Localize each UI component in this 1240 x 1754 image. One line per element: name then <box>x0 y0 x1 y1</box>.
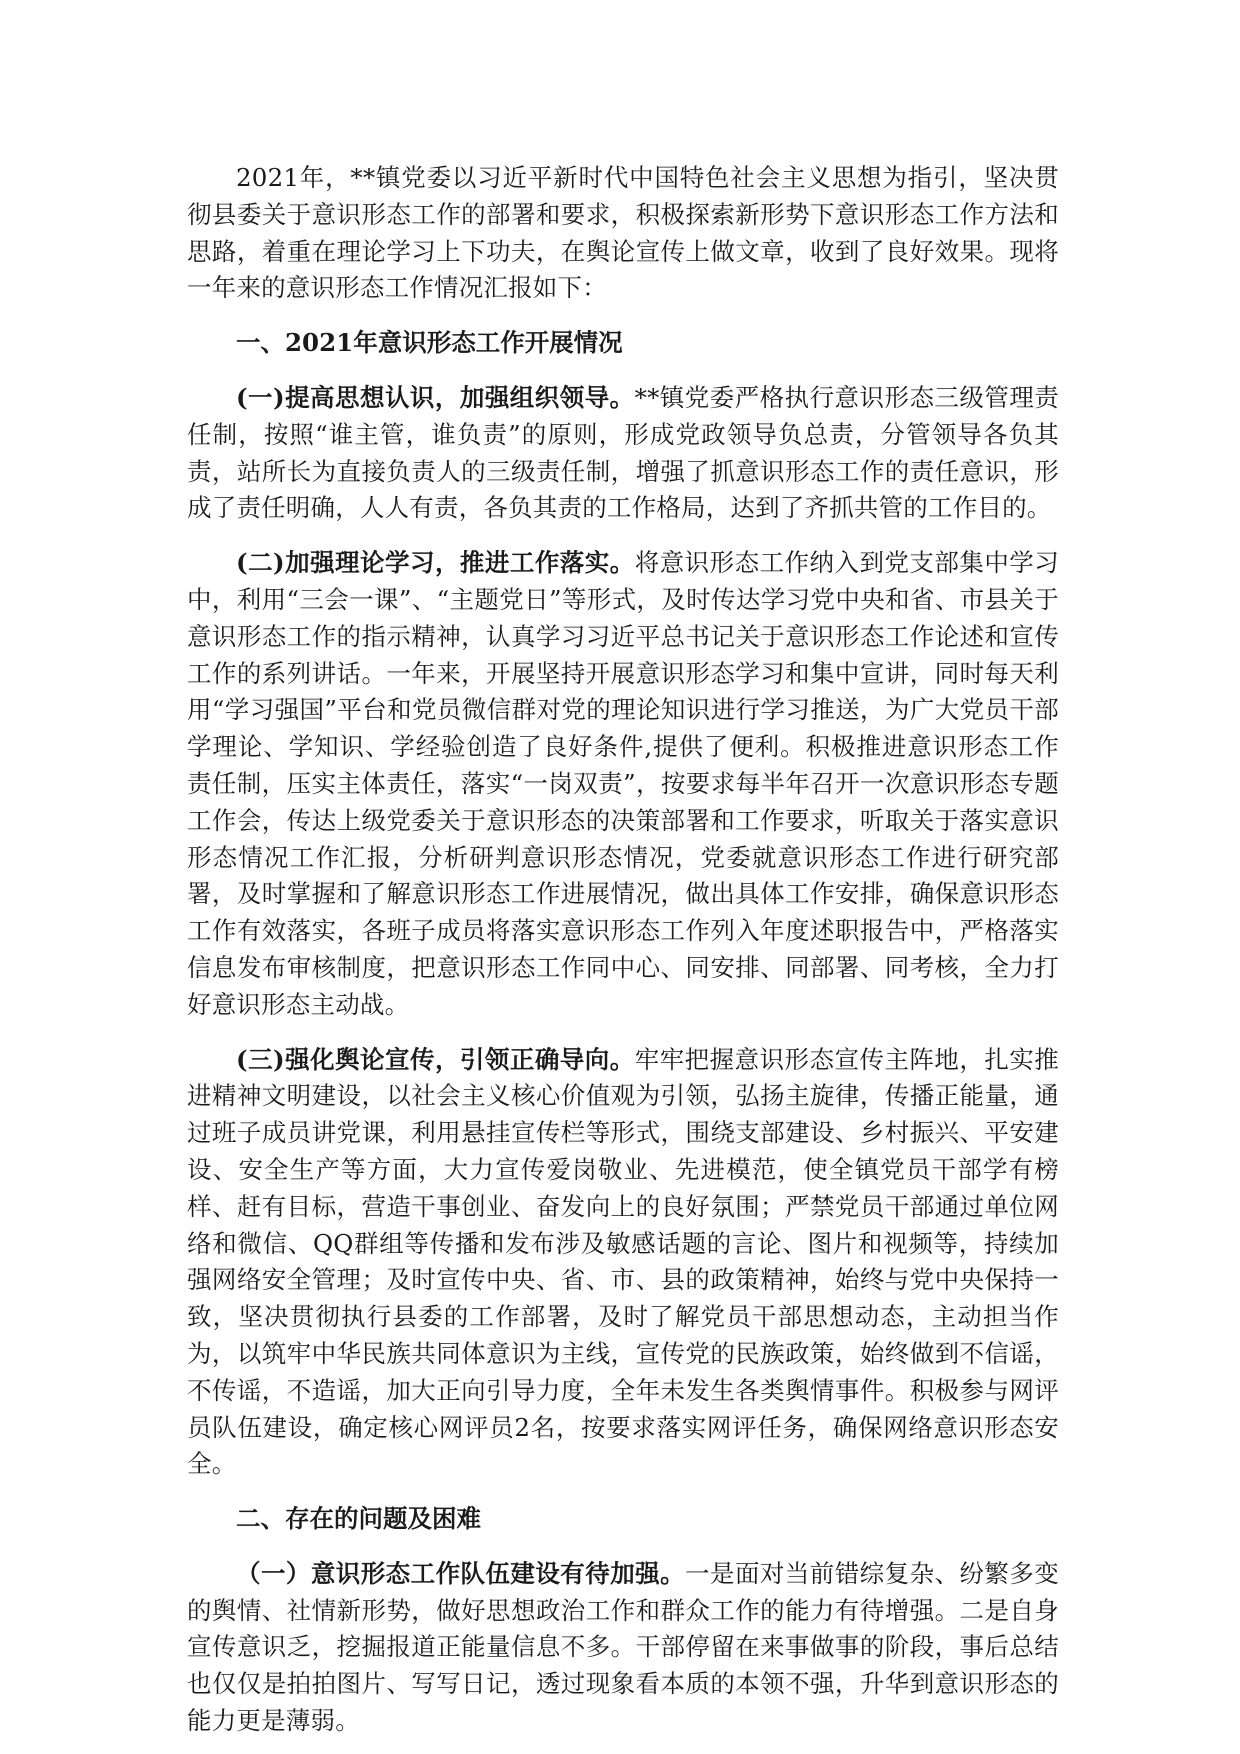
section2-heading: 二、存在的问题及困难 <box>236 1504 481 1534</box>
section1-item1-lead: (一)提高思想认识，加强组织领导。 <box>236 382 635 412</box>
section2-item1-lead: （一）意识形态工作队伍建设有待加强。 <box>236 1558 686 1588</box>
section1-item1-body: **镇党委严格执行意识形态三级管理责任制，按照“谁主管，谁负责”的原则，形成党政领导负总责，分管领导各负其责，站所长为直接负责人的三级责任制，增强了抓意识形态工作的责任意识，形成了责任明确，人人有责，各负其责的工作格局，达到了齐抓共管的工作目的。 <box>187 382 1059 523</box>
section1-item3-body: 牢牢把握意识形态宣传主阵地，扎实推进精神文明建设，以社会主义核心价值观为引领，弘扬主旋律，传播正能量，通过班子成员讲党课，利用悬挂宣传栏等形式，围绕支部建设、乡村振兴、平安建设、安全生产等方面，大力宣传爱岗敬业、先进模范，使全镇党员干部学有榜样、赶有目标，营造干事创业、奋发向上的良好氛围；严禁党员干部通过单位网络和微信、QQ群组等传播和发布涉及敏感话题的言论、图片和视频等，持续加强网络安全管理；及时宣传中央、省、市、县的政策精神，始终与党中央保持一致，坚决贯彻执行县委的工作部署，及时了解党员干部思想动态，主动担当作为，以筑牢中华民族共同体意识为主线，宣传党的民族政策，始终做到不信谣，不传谣，不造谣，加大正向引导力度，全年未发生各类舆情事件。积极参与网评员队伍建设，确定核心网评员2名，按要求落实网评任务，确保网络意识形态安全。 <box>187 1044 1059 1479</box>
document-page <box>187 160 1059 1740</box>
section2-item1-body: 一是面对当前错综复杂、纷繁多变的舆情、社情新形势，做好思想政治工作和群众工作的能力有待增强。二是自身宣传意识乏，挖掘报道正能量信息不多。干部停留在来事做事的阶段，事后总结也仅仅是拍拍图片、写写日记，透过现象看本质的本领不强，升华到意识形态的能力更是薄弱。 <box>187 1558 1059 1736</box>
intro-paragraph: 2021年，**镇党委以习近平新时代中国特色社会主义思想为指引，坚决贯彻县委关于意识形态工作的部署和要求，积极探索新形势下意识形态工作方法和思路，着重在理论学习上下功夫，在舆论宣传上做文章，收到了良好效果。现将一年来的意识形态工作情况汇报如下： <box>187 163 1059 303</box>
section1-item3-lead: (三)强化舆论宣传，引领正确导向。 <box>236 1044 635 1074</box>
section1-item2-body: 将意识形态工作纳入到党支部集中学习中，利用“三会一课”、“主题党日”等形式，及时传达学习党中央和省、市县关于意识形态工作的指示精神，认真学习习近平总书记关于意识形态工作论述和宣传工作的系列讲话。一年来，开展坚持开展意识形态学习和集中宣讲，同时每天利用“学习强国”平台和党员微信群对党的理论知识进行学习推送，为广大党员干部学理论、学知识、学经验创造了良好条件,提供了便利。积极推进意识形态工作责任制，压实主体责任，落实“一岗双责”，按要求每半年召开一次意识形态专题工作会，传达上级党委关于意识形态的决策部署和工作要求，听取关于落实意识形态情况工作汇报，分析研判意识形态情况，党委就意识形态工作进行研究部署，及时掌握和了解意识形态工作进展情况，做出具体工作安排，确保意识形态工作有效落实，各班子成员将落实意识形态工作列入年度述职报告中，严格落实信息发布审核制度，把意识形态工作同中心、同安排、同部署、同考核，全力打好意识形态主动战。 <box>187 548 1059 1019</box>
section2-item1 <box>187 1556 1059 1740</box>
section1-item1 <box>187 380 1059 527</box>
section1-item3 <box>187 1042 1059 1484</box>
section1-heading: 一、2021年意识形态工作开展情况 <box>236 328 623 358</box>
section1-item2 <box>187 545 1059 1023</box>
section1-item2-lead: (二)加强理论学习，推进工作落实。 <box>236 548 635 578</box>
